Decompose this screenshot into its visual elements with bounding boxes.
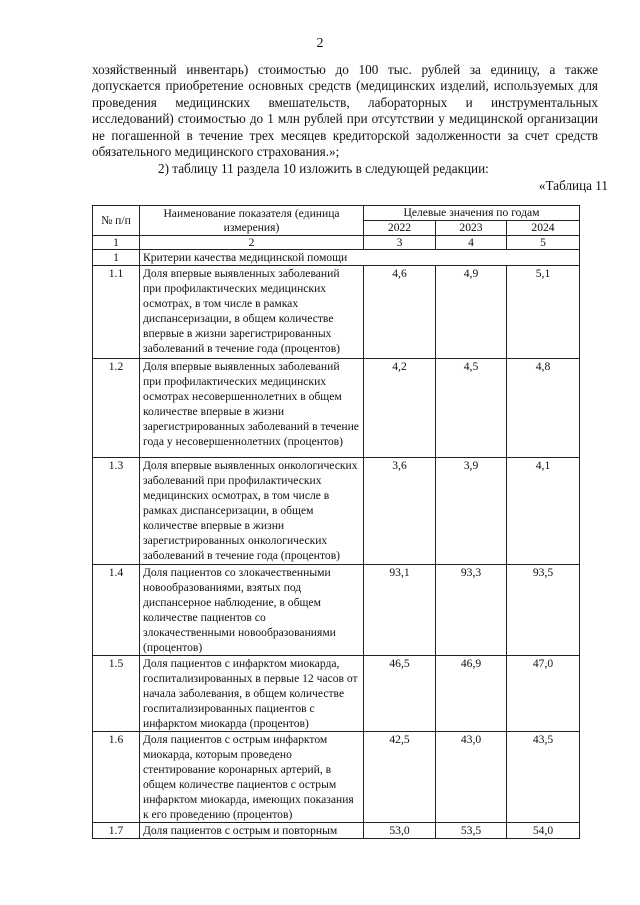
row-value-2023: 4,9 [436, 266, 507, 359]
row-num: 1.2 [93, 359, 140, 458]
row-value-2022: 4,6 [364, 266, 436, 359]
row-name: Доля впервые выявленных онкологических заболеваний при профилактических медицинских осмотрах, в том числе в рамках диспансеризации, в общем количестве впервые в жизни зарегистрированных онкологических заболеваний в течение года (процентов) [140, 458, 364, 565]
page-number: 2 [316, 36, 324, 51]
table-row [93, 823, 580, 839]
table-row [93, 732, 580, 823]
intro-paragraph-2: 2) таблицу 11 раздела 10 изложить в следующей редакции: [158, 161, 489, 177]
table-row [93, 266, 580, 359]
row-value-2024: 5,1 [507, 266, 580, 359]
row-name: Доля впервые выявленных заболеваний при профилактических медицинских осмотрах несовершеннолетних в общем количестве впервые в жизни зарегистрированных заболеваний в течение года у несовершеннолетних (процентов) [140, 359, 364, 458]
row-name: Доля впервые выявленных заболеваний при профилактических медицинских осмотрах, в том числе в рамках диспансеризации, в общем количестве впервые в жизни зарегистрированных заболеваний в течение года (процентов) [140, 266, 364, 359]
header-year: 2022 [364, 221, 436, 236]
row-num: 1.7 [93, 823, 140, 839]
row-value-2024: 4,1 [507, 458, 580, 565]
section-row [93, 250, 580, 266]
table-row [93, 458, 580, 565]
row-name: Доля пациентов с инфарктом миокарда, госпитализированных в первые 12 часов от начала заболевания, в общем количестве госпитализированных пациентов с инфарктом миокарда (процентов) [140, 656, 364, 732]
header-year: 2023 [436, 221, 507, 236]
row-value-2024: 54,0 [507, 823, 580, 839]
intro-paragraph-1: хозяйственный инвентарь) стоимостью до 100 тыс. рублей за единицу, а также допускается приобретение основных средств (медицинских изделий, используемых для проведения медицинских вмешательств, лабораторных и инструментальных исследований) стоимостью до 1 млн рублей при отсутствии у медицинской организации не погашенной в течение трех месяцев кредиторской задолженности за счет средств обязательного медицинского страхования.»; [92, 62, 598, 160]
index-row [93, 236, 580, 250]
row-value-2023: 4,5 [436, 359, 507, 458]
header-year: 2024 [507, 221, 580, 236]
row-value-2022: 4,2 [364, 359, 436, 458]
indicators-table [92, 205, 580, 839]
row-value-2022: 53,0 [364, 823, 436, 839]
row-value-2022: 3,6 [364, 458, 436, 565]
table-row [93, 359, 580, 458]
index-cell: 2 [140, 236, 364, 250]
header-name: Наименование показателя (единица измерения) [140, 206, 364, 236]
row-num: 1.1 [93, 266, 140, 359]
row-name: Доля пациентов с острым и повторным [140, 823, 364, 839]
header-num: № п/п [93, 206, 140, 236]
row-value-2022: 46,5 [364, 656, 436, 732]
row-value-2023: 93,3 [436, 565, 507, 656]
row-num: 1.3 [93, 458, 140, 565]
row-value-2023: 43,0 [436, 732, 507, 823]
section-title: Критерии качества медицинской помощи [140, 250, 580, 266]
row-value-2023: 53,5 [436, 823, 507, 839]
row-num: 1.6 [93, 732, 140, 823]
intro-text [92, 62, 598, 178]
row-value-2023: 46,9 [436, 656, 507, 732]
index-cell: 4 [436, 236, 507, 250]
section-num: 1 [93, 250, 140, 266]
row-name: Доля пациентов с острым инфарктом миокарда, которым проведено стентирование коронарных артерий, в общем количестве пациентов с острым инфарктом миокарда, имеющих показания к его проведению (процентов) [140, 732, 364, 823]
table-row [93, 656, 580, 732]
row-value-2022: 42,5 [364, 732, 436, 823]
row-value-2023: 3,9 [436, 458, 507, 565]
row-value-2022: 93,1 [364, 565, 436, 656]
table-caption: «Таблица 11 [538, 178, 608, 193]
index-cell: 5 [507, 236, 580, 250]
index-cell: 3 [364, 236, 436, 250]
row-value-2024: 47,0 [507, 656, 580, 732]
row-value-2024: 93,5 [507, 565, 580, 656]
header-targets: Целевые значения по годам [364, 206, 580, 221]
row-num: 1.5 [93, 656, 140, 732]
row-value-2024: 43,5 [507, 732, 580, 823]
row-value-2024: 4,8 [507, 359, 580, 458]
row-num: 1.4 [93, 565, 140, 656]
table-row [93, 565, 580, 656]
row-name: Доля пациентов со злокачественными новообразованиями, взятых под диспансерное наблюдение, в общем количестве пациентов со злокачественными новообразованиями (процентов) [140, 565, 364, 656]
index-cell: 1 [93, 236, 140, 250]
